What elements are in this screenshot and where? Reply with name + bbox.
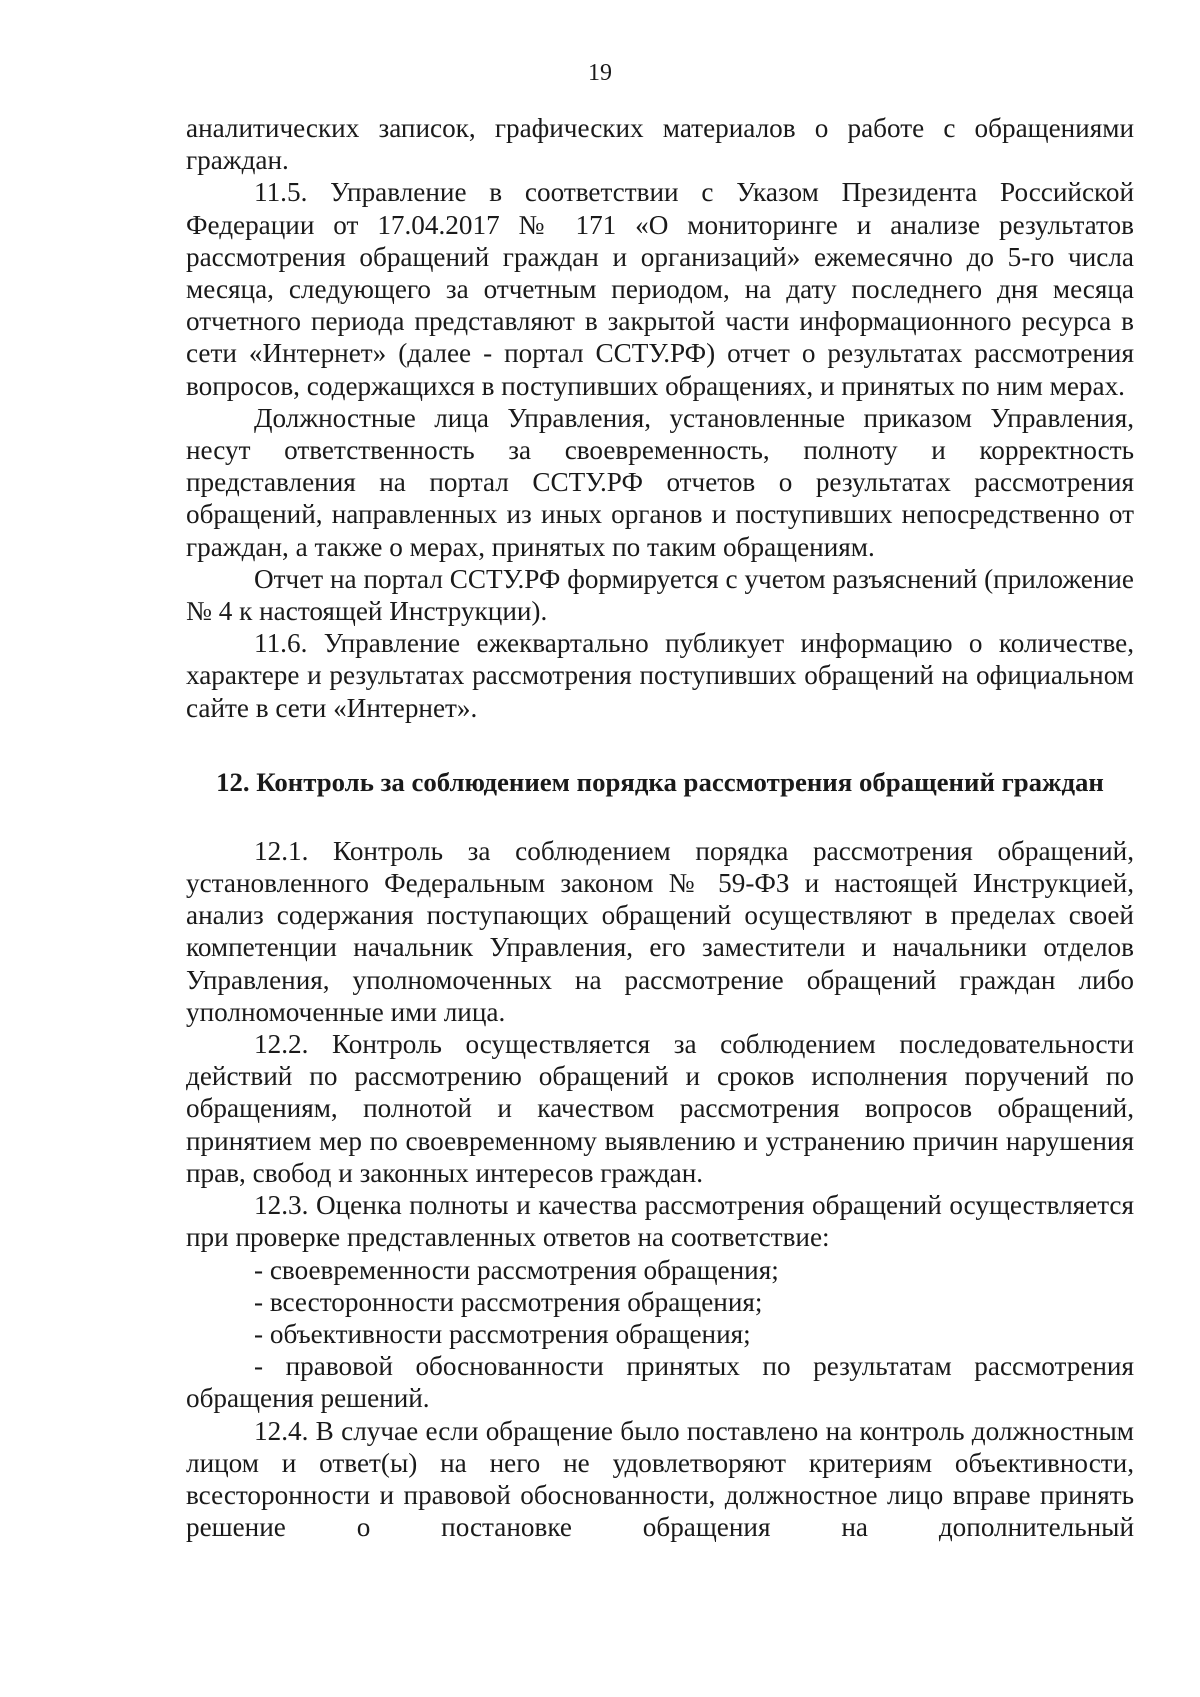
document-body: [186, 112, 1134, 1543]
paragraph: Отчет на портал ССТУ.РФ формируется с учетом разъяснений (приложение № 4 к настоящей Инструкции).: [186, 563, 1134, 627]
section-heading: 12. Контроль за соблюдением порядка рассмотрения обращений граждан: [216, 766, 1104, 797]
paragraph: Должностные лица Управления, установленные приказом Управления, несут ответственность за своевременность, полноту и корректность представления на портал ССТУ.РФ отчетов о результатах рассмотрения обращений, направленных из иных органов и поступивших непосредственно от граждан, а также о мерах, принятых по таким обращениям.: [186, 402, 1134, 562]
list-item: - правовой обоснованности принятых по результатам рассмотрения обращения решений.: [186, 1351, 1134, 1414]
paragraph-continued: 12.4. В случае если обращение было поставлено на контроль должностным лицом и ответ(ы) на него не удовлетворяют критериям объективности, всесторонности и правовой обоснованности, должностное лицо вправе принять решение о постановке обращения на дополнительный: [186, 1415, 1134, 1543]
paragraph: 12.1. Контроль за соблюдением порядка рассмотрения обращений, установленного Федеральным законом № 59-ФЗ и настоящей Инструкцией, анализ содержания поступающих обращений осуществляют в пределах своей компетенции начальник Управления, его заместители и начальники отделов Управления, уполномоченных на рассмотрение обращений граждан либо уполномоченные ими лица.: [186, 835, 1134, 1027]
paragraphs-top: [186, 112, 1134, 724]
paragraph: 12.2. Контроль осуществляется за соблюдением последовательности действий по рассмотрению обращений и сроков исполнения поручений по обращениям, полнотой и качеством рассмотрения вопросов обращений, принятием мер по своевременному выявлению и устранению причин нарушения прав, свобод и законных интересов граждан.: [186, 1029, 1134, 1188]
list-item: - своевременности рассмотрения обращения;: [254, 1254, 779, 1285]
paragraph: аналитических записок, графических материалов о работе с обращениями граждан.: [186, 113, 1134, 176]
page-number: 19: [588, 60, 612, 86]
paragraphs-bottom: [186, 835, 1134, 1543]
list-item: - всесторонности рассмотрения обращения;: [254, 1286, 763, 1317]
list-item: - объективности рассмотрения обращения;: [254, 1318, 751, 1349]
paragraph: 11.5. Управление в соответствии с Указом Президента Российской Федерации от 17.04.2017 № 171 «О мониторинге и анализе результатов рассмотрения обращений граждан и организаций» ежемесячно до 5-го числа месяца, следующего за отчетным периодом, на дату последнего дня месяца отчетного периода представляют в закрытой части информационного ресурса в сети «Интернет» (далее - портал ССТУ.РФ) отчет о результатах рассмотрения вопросов, содержащихся в поступивших обращениях, и принятых по ним мерах.: [186, 177, 1134, 401]
paragraph: 11.6. Управление ежеквартально публикует информацию о количестве, характере и результатах рассмотрения поступивших обращений на официальном сайте в сети «Интернет».: [186, 628, 1134, 723]
paragraph: 12.3. Оценка полноты и качества рассмотрения обращений осуществляется при проверке представленных ответов на соответствие:: [186, 1190, 1134, 1253]
